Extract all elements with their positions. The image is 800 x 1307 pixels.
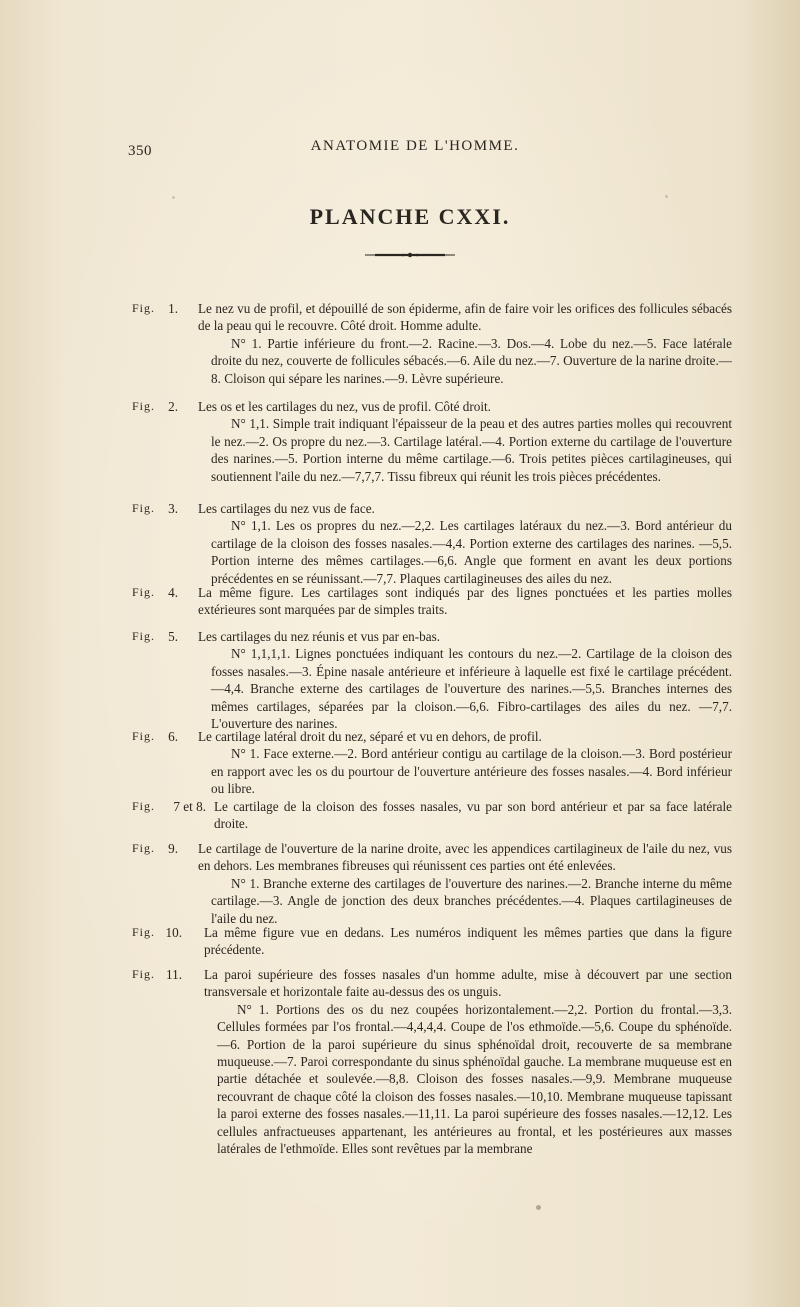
figure-legend: N° 1. Partie inférieure du front.—2. Racine.—3. Dos.—4. Lobe du nez.—5. Face latérale droite du nez, couverte de follicules sébacés.—6. Aile du nez.—7. Ouverture de la narine droite.—8. Cloison qui sépare les narines.—9. Lèvre supérieure. bbox=[211, 335, 732, 386]
figure-number: 9. bbox=[168, 841, 178, 856]
fig-label: Fig. bbox=[132, 501, 156, 515]
figure-entry-4 bbox=[132, 584, 732, 619]
figure-legend: N° 1. Branche externe des cartilages de l'ouverture des narines.—2. Branche interne du même cartilage.—3. Angle de jonction des deux branches précédentes.—4. Plaques cartilagineuses de l'aile du nez. bbox=[211, 875, 732, 926]
figure-description: Le cartilage latéral droit du nez, séparé et vu en dehors, de profil. bbox=[198, 729, 542, 744]
figure-legend: N° 1. Portions des os du nez coupées horizontalement.—2,2. Portion du frontal.—3,3. Cellules formées par l'os frontal.—4,4,4,4. Coupe de l'os ethmoïde.—5,6. Coupe du sphénoïde.—6. Portion de la paroi supérieure du sinus sphénoïdal droit, recouverte de sa membrane muqueuse.—7. Paroi correspondante du sinus sphénoïdal gauche. La membrane muqueuse est en partie détachée et soulevée.—8,8. Cloison des fosses nasales.—9,9. Membrane muqueuse recouvrant de chaque côté la cloison des fosses nasales.—10,10. Membrane muqueuse tapissant la paroi externe des fosses nasales.—11,11. La paroi supérieure des fosses nasales.—12,12. Les cellules anfractueuses appartenant, les antérieures au frontal, et les postérieures aux masses latérales de l'ethmoïde. Elles sont revêtues par la membrane bbox=[217, 1001, 732, 1157]
figure-description: La même figure. Les cartilages sont indiqués par des lignes ponctuées et les parties molles extérieures sont marquées par de simples traits. bbox=[198, 585, 732, 618]
fig-label: Fig. bbox=[132, 301, 156, 315]
paper-blemish bbox=[172, 196, 175, 199]
paper-blemish bbox=[665, 195, 668, 198]
title-rule-ornament bbox=[365, 252, 455, 258]
figure-legend: N° 1,1. Simple trait indiquant l'épaisseur de la peau et des autres parties molles qui recouvrent le nez.—2. Os propre du nez.—3. Cartilage latéral.—4. Portion externe du cartilage de l'ouverture des narines.—5. Portion interne du même cartilage.—6. Trois petites pièces cartilagineuses, qui soutiennent l'aile du nez.—7,7,7. Tissu fibreux qui réunit les trois pièces précédentes. bbox=[211, 416, 732, 484]
figure-description: Le cartilage de l'ouverture de la narine droite, avec les appendices cartilagineux de l'aile du nez, vus en dehors. Les membranes fibreuses qui réunissent ces parties ont été enlevées. bbox=[198, 841, 732, 874]
figure-entry-5 bbox=[132, 628, 732, 732]
figure-number: 4. bbox=[168, 585, 178, 600]
figure-entry-7-8 bbox=[132, 798, 732, 833]
figure-entry-2 bbox=[132, 398, 732, 485]
fig-label: Fig. bbox=[132, 799, 156, 813]
fig-label: Fig. bbox=[132, 967, 156, 981]
figure-legend: N° 1,1,1,1. Lignes ponctuées indiquant les contours du nez.—2. Cartilage de la cloison des fosses nasales.—3. Épine nasale antérieure et inférieure à laquelle est fixé le cartilage précédent.—4,4. Branche externe des cartilages de l'ouverture des narines.—5,5. Branches internes des mêmes cartilages, séparées par la cloison.—6,6. Fibro-cartilages des ailes du nez. —7,7. L'ouverture des narines. bbox=[211, 646, 732, 732]
figure-description: Le cartilage de la cloison des fosses nasales, vu par son bord antérieur et par sa face latérale droite. bbox=[214, 799, 732, 832]
figure-legend: N° 1,1. Les os propres du nez.—2,2. Les cartilages latéraux du nez.—3. Bord antérieur du cartilage de la cloison des fosses nasales.—4,4. Portion externe des cartilages des narines. —5,5. Portion interne des mêmes cartilages.—6,6. Angle que forment en avant les deux portions précédentes en se réunissant.—7,7. Plaques cartilagineuses des ailes du nez. bbox=[211, 518, 732, 586]
figure-entry-11 bbox=[132, 966, 732, 1157]
page-number: 350 bbox=[128, 143, 152, 159]
figure-entry-9 bbox=[132, 840, 732, 927]
figure-description: Les cartilages du nez vus de face. bbox=[198, 501, 375, 516]
figure-entry-10 bbox=[132, 924, 732, 959]
figure-description: Les cartilages du nez réunis et vus par en-bas. bbox=[198, 629, 441, 644]
fig-label: Fig. bbox=[132, 399, 156, 413]
figure-legend: N° 1. Face externe.—2. Bord antérieur contigu au cartilage de la cloison.—3. Bord postérieur en rapport avec les os du pourtour de l'ouverture antérieure des fosses nasales.—4. Bord inférieur ou libre. bbox=[211, 746, 732, 797]
figure-number: 5. bbox=[168, 629, 178, 644]
figure-description: Les os et les cartilages du nez, vus de profil. Côté droit. bbox=[198, 399, 491, 414]
figure-number: 10. bbox=[165, 925, 182, 940]
fig-label: Fig. bbox=[132, 585, 156, 599]
figure-entry-6 bbox=[132, 728, 732, 798]
figure-entry-1 bbox=[132, 300, 732, 387]
paper-blemish bbox=[536, 1205, 541, 1210]
plate-title: PLANCHE CXXI. bbox=[309, 204, 511, 229]
figure-number: 7 et 8. bbox=[173, 799, 206, 814]
figure-description: La même figure vue en dedans. Les numéros indiquent les mêmes parties que dans la figure précédente. bbox=[204, 925, 732, 958]
figure-description: La paroi supérieure des fosses nasales d'un homme adulte, mise à découvert par une section transversale et horizontale faite au-dessus des os unguis. bbox=[204, 967, 732, 1000]
fig-label: Fig. bbox=[132, 925, 156, 939]
running-head: ANATOMIE DE L'HOMME. bbox=[310, 138, 520, 154]
figure-number: 11. bbox=[166, 967, 182, 982]
fig-label: Fig. bbox=[132, 629, 156, 643]
figure-number: 1. bbox=[168, 301, 178, 316]
fig-label: Fig. bbox=[132, 729, 156, 743]
fig-label: Fig. bbox=[132, 841, 156, 855]
figure-description: Le nez vu de profil, et dépouillé de son épiderme, afin de faire voir les orifices des follicules sébacés de la peau qui le recouvre. Côté droit. Homme adulte. bbox=[198, 301, 732, 334]
figure-number: 2. bbox=[168, 399, 178, 414]
figure-number: 3. bbox=[168, 501, 178, 516]
figure-number: 6. bbox=[168, 729, 178, 744]
figure-entry-3 bbox=[132, 500, 732, 587]
